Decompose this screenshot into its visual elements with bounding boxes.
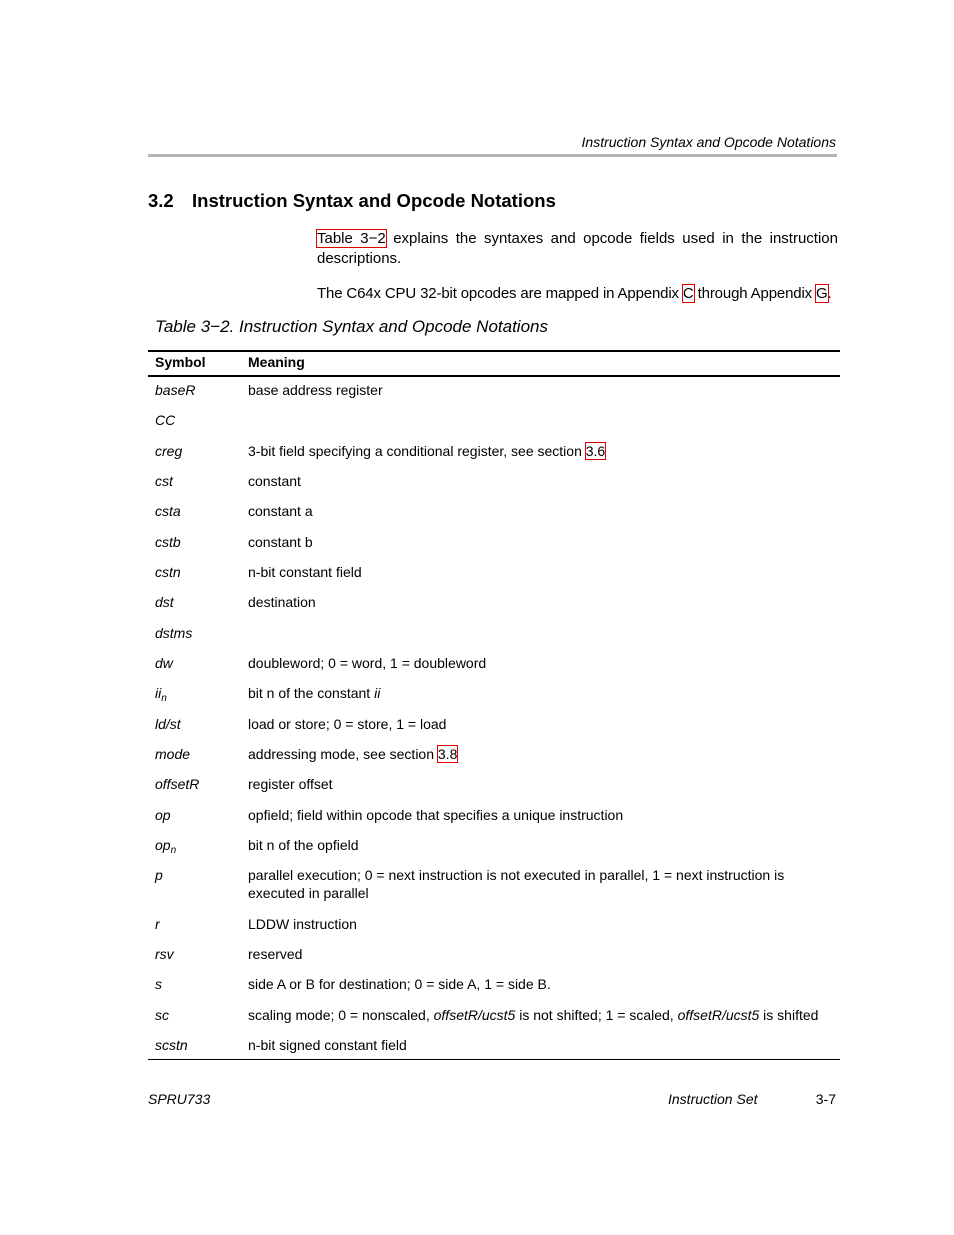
intro-p2-after: . bbox=[827, 285, 832, 302]
row-symbol-text: dstms bbox=[155, 625, 193, 641]
row-symbol bbox=[155, 533, 181, 551]
row-symbol bbox=[155, 1006, 169, 1024]
column-header-meaning: Meaning bbox=[248, 354, 305, 370]
row-meaning bbox=[248, 715, 828, 733]
row-symbol-text: dst bbox=[155, 594, 174, 610]
meaning-italic-term: ii bbox=[374, 685, 381, 701]
row-symbol-text: dw bbox=[155, 655, 173, 671]
meaning-text: side A or B for destination; 0 = side A, 1 = side B. bbox=[248, 976, 551, 992]
row-symbol bbox=[155, 624, 192, 642]
row-symbol-text: csta bbox=[155, 503, 181, 519]
row-meaning bbox=[248, 684, 828, 702]
intro-paragraph-2 bbox=[317, 284, 838, 304]
row-symbol-text: op bbox=[155, 807, 171, 823]
row-meaning bbox=[248, 654, 828, 672]
intro-paragraph-1-text: explains the syntaxes and opcode fields used in the instruction descriptions. bbox=[317, 230, 838, 267]
row-meaning bbox=[248, 866, 828, 902]
row-meaning bbox=[248, 563, 828, 581]
row-meaning bbox=[248, 442, 828, 460]
row-symbol bbox=[155, 684, 167, 702]
meaning-italic-term: offsetR/ucst5 bbox=[677, 1007, 760, 1023]
row-symbol-text: scstn bbox=[155, 1037, 188, 1053]
table-top-rule bbox=[148, 350, 840, 352]
footer-chapter: Instruction Set bbox=[668, 1091, 758, 1107]
row-meaning bbox=[248, 975, 828, 993]
row-meaning bbox=[248, 745, 828, 763]
column-header-symbol: Symbol bbox=[155, 354, 206, 370]
section-number: 3.2 bbox=[148, 190, 174, 211]
row-symbol-subscript: n bbox=[161, 693, 167, 704]
meaning-text: constant b bbox=[248, 534, 313, 550]
row-symbol-text: rsv bbox=[155, 946, 174, 962]
meaning-text: reserved bbox=[248, 946, 303, 962]
meaning-text: register offset bbox=[248, 776, 333, 792]
intro-p2-middle: through Appendix bbox=[693, 285, 817, 302]
row-symbol bbox=[155, 593, 174, 611]
row-symbol bbox=[155, 975, 162, 993]
row-symbol bbox=[155, 806, 171, 824]
row-symbol-text: r bbox=[155, 916, 160, 932]
row-symbol bbox=[155, 1036, 188, 1054]
row-symbol-text: baseR bbox=[155, 382, 196, 398]
row-symbol bbox=[155, 836, 176, 854]
row-symbol-subscript: n bbox=[170, 845, 177, 856]
row-symbol-text: ld/st bbox=[155, 716, 181, 732]
row-symbol bbox=[155, 472, 173, 490]
row-symbol bbox=[155, 381, 195, 399]
row-symbol-text: sc bbox=[155, 1007, 169, 1023]
row-meaning bbox=[248, 836, 828, 854]
header-rule bbox=[148, 154, 837, 157]
meaning-text: bit n of the constant bbox=[248, 685, 375, 701]
row-symbol-text: p bbox=[155, 867, 163, 883]
meaning-text: n-bit signed constant field bbox=[248, 1037, 407, 1053]
row-symbol bbox=[155, 563, 181, 581]
row-symbol bbox=[155, 866, 163, 884]
row-meaning bbox=[248, 533, 828, 551]
meaning-italic-term: offsetR/ucst5 bbox=[433, 1007, 516, 1023]
intro-p2-before: The C64x CPU 32-bit opcodes are mapped in Appendix bbox=[317, 285, 683, 302]
meaning-text: constant a bbox=[248, 503, 313, 519]
row-meaning bbox=[248, 593, 828, 611]
appendix-c-link[interactable]: C bbox=[682, 285, 694, 302]
meaning-text: LDDW instruction bbox=[248, 916, 357, 932]
table-bottom-rule bbox=[148, 1059, 840, 1060]
meaning-text: n-bit constant field bbox=[248, 564, 362, 580]
meaning-text: bit n of the opfield bbox=[248, 837, 359, 853]
table-caption: Table 3−2. Instruction Syntax and Opcode Notations bbox=[155, 317, 548, 336]
meaning-text: opfield; field within opcode that specifies a unique instruction bbox=[248, 807, 624, 823]
section-title: Instruction Syntax and Opcode Notations bbox=[192, 190, 556, 211]
section-crossref-link[interactable]: 3.6 bbox=[585, 443, 606, 459]
row-meaning bbox=[248, 775, 828, 793]
row-symbol-text: CC bbox=[155, 412, 176, 428]
row-symbol bbox=[155, 715, 181, 733]
meaning-text: 3-bit field specifying a conditional register, see section bbox=[248, 443, 586, 459]
row-meaning bbox=[248, 915, 828, 933]
footer-doc-id: SPRU733 bbox=[148, 1091, 211, 1107]
meaning-text: load or store; 0 = store, 1 = load bbox=[248, 716, 447, 732]
meaning-text: is shifted bbox=[759, 1007, 819, 1023]
meaning-text: scaling mode; 0 = nonscaled, bbox=[248, 1007, 434, 1023]
section-crossref-link[interactable]: 3.8 bbox=[437, 746, 458, 762]
meaning-text: addressing mode, see section bbox=[248, 746, 438, 762]
row-meaning bbox=[248, 1036, 828, 1054]
row-meaning bbox=[248, 1006, 828, 1024]
row-symbol-text: offsetR bbox=[155, 776, 200, 792]
row-symbol bbox=[155, 775, 199, 793]
row-symbol-text: cst bbox=[155, 473, 173, 489]
row-symbol bbox=[155, 442, 182, 460]
row-meaning bbox=[248, 502, 828, 520]
row-symbol-text: ii bbox=[155, 685, 162, 701]
row-symbol-text: cstn bbox=[155, 564, 181, 580]
section-heading bbox=[148, 190, 556, 212]
meaning-text: base address register bbox=[248, 382, 383, 398]
running-header: Instruction Syntax and Opcode Notations bbox=[581, 134, 836, 150]
row-symbol bbox=[155, 915, 160, 933]
meaning-text: destination bbox=[248, 594, 316, 610]
row-symbol-text: creg bbox=[155, 443, 183, 459]
meaning-text: is not shifted; 1 = scaled, bbox=[515, 1007, 678, 1023]
row-meaning bbox=[248, 381, 828, 399]
table-header-rule bbox=[148, 375, 840, 377]
row-meaning bbox=[248, 472, 828, 490]
row-symbol bbox=[155, 502, 181, 520]
meaning-text: constant bbox=[248, 473, 301, 489]
row-meaning bbox=[248, 945, 828, 963]
footer-page-number: 3-7 bbox=[815, 1091, 836, 1107]
row-symbol bbox=[155, 654, 173, 672]
table-crossref-link[interactable]: Table 3−2 bbox=[317, 230, 386, 247]
row-symbol bbox=[155, 945, 174, 963]
row-symbol bbox=[155, 745, 190, 763]
meaning-text: doubleword; 0 = word, 1 = doubleword bbox=[248, 655, 487, 671]
meaning-text: parallel execution; 0 = next instruction is not executed in parallel, 1 = next instruction is executed in parallel bbox=[248, 867, 785, 901]
row-symbol-text: op bbox=[155, 837, 171, 853]
row-symbol-text: cstb bbox=[155, 534, 181, 550]
appendix-g-link[interactable]: G bbox=[816, 285, 828, 302]
intro-paragraph-1 bbox=[317, 229, 838, 269]
row-symbol-text: mode bbox=[155, 746, 191, 762]
row-symbol bbox=[155, 411, 175, 429]
row-symbol-text: s bbox=[155, 976, 162, 992]
row-meaning bbox=[248, 806, 828, 824]
